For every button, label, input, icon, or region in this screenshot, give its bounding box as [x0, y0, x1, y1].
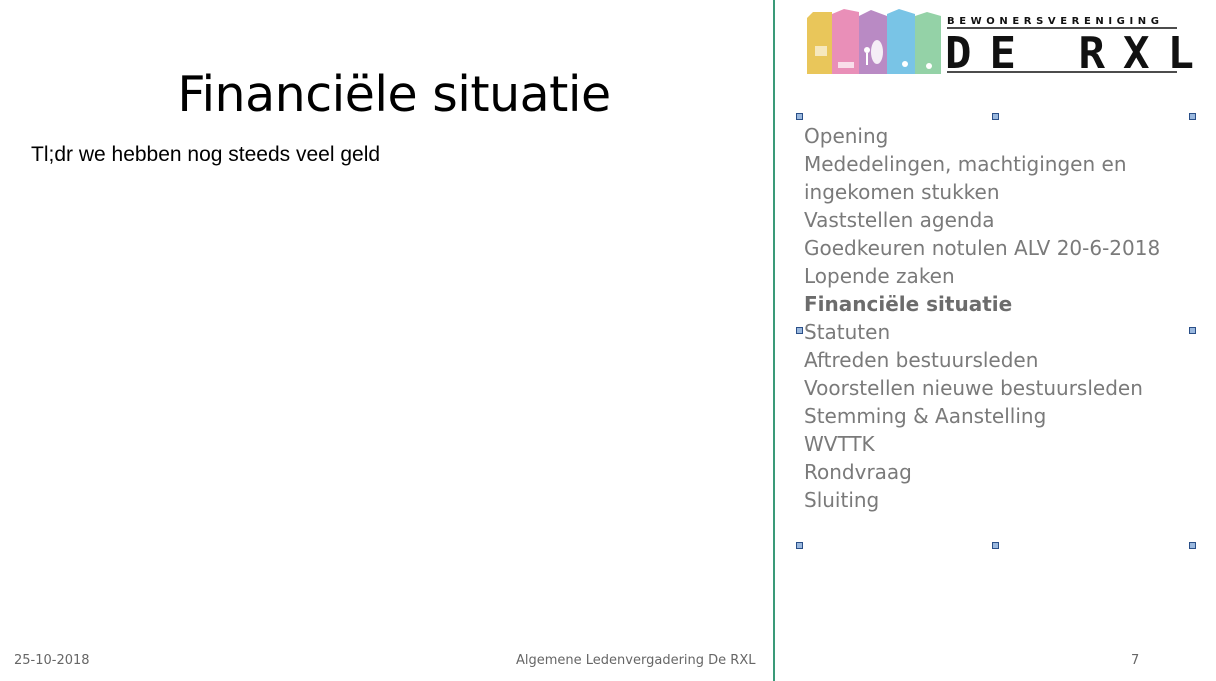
- resize-handle-middle-right[interactable]: [1189, 327, 1196, 334]
- footer-date: 25-10-2018: [14, 653, 90, 668]
- agenda-item[interactable]: Stemming & Aanstelling: [804, 404, 1047, 428]
- footer-page-number: 7: [1131, 653, 1140, 668]
- logo-tagline: BEWONERSVERENIGING: [947, 16, 1164, 27]
- logo-name: DE RXL: [945, 28, 1212, 79]
- resize-handle-bottom-center[interactable]: [992, 542, 999, 549]
- agenda-item[interactable]: Opening: [804, 124, 889, 148]
- agenda-item[interactable]: Mededelingen, machtigingen en ingekomen stukken: [804, 152, 1127, 204]
- panel-divider: [773, 0, 775, 681]
- logo: [805, 8, 1212, 79]
- agenda-item[interactable]: Statuten: [804, 320, 891, 344]
- agenda-item-active[interactable]: Financiële situatie: [804, 292, 1013, 316]
- resize-handle-middle-left[interactable]: [796, 327, 803, 334]
- resize-handle-top-right[interactable]: [1189, 113, 1196, 120]
- logo-buildings: [807, 9, 941, 74]
- logo-graphic: [805, 8, 1212, 79]
- slide-title[interactable]: Financiële situatie: [177, 66, 611, 123]
- footer-title: Algemene Ledenvergadering De RXL: [516, 653, 756, 668]
- agenda-item[interactable]: Aftreden bestuursleden: [804, 348, 1039, 372]
- resize-handle-top-center[interactable]: [992, 113, 999, 120]
- agenda-list[interactable]: [804, 122, 1184, 514]
- agenda-item[interactable]: Rondvraag: [804, 460, 912, 484]
- logo-building-3: [859, 10, 887, 74]
- agenda-item[interactable]: Sluiting: [804, 488, 880, 512]
- slide-body-text[interactable]: Tl;dr we hebben nog steeds veel geld: [31, 143, 381, 166]
- resize-handle-top-left[interactable]: [796, 113, 803, 120]
- logo-building-1: [807, 12, 832, 74]
- resize-handle-bottom-left[interactable]: [796, 542, 803, 549]
- agenda-item[interactable]: Goedkeuren notulen ALV 20-6-2018: [804, 236, 1161, 260]
- logo-building-4: [887, 9, 915, 74]
- agenda-item[interactable]: WVTTK: [804, 432, 875, 456]
- agenda-item[interactable]: Vaststellen agenda: [804, 208, 995, 232]
- resize-handle-bottom-right[interactable]: [1189, 542, 1196, 549]
- agenda-item[interactable]: Lopende zaken: [804, 264, 955, 288]
- agenda-item[interactable]: Voorstellen nieuwe bestuursleden: [804, 376, 1143, 400]
